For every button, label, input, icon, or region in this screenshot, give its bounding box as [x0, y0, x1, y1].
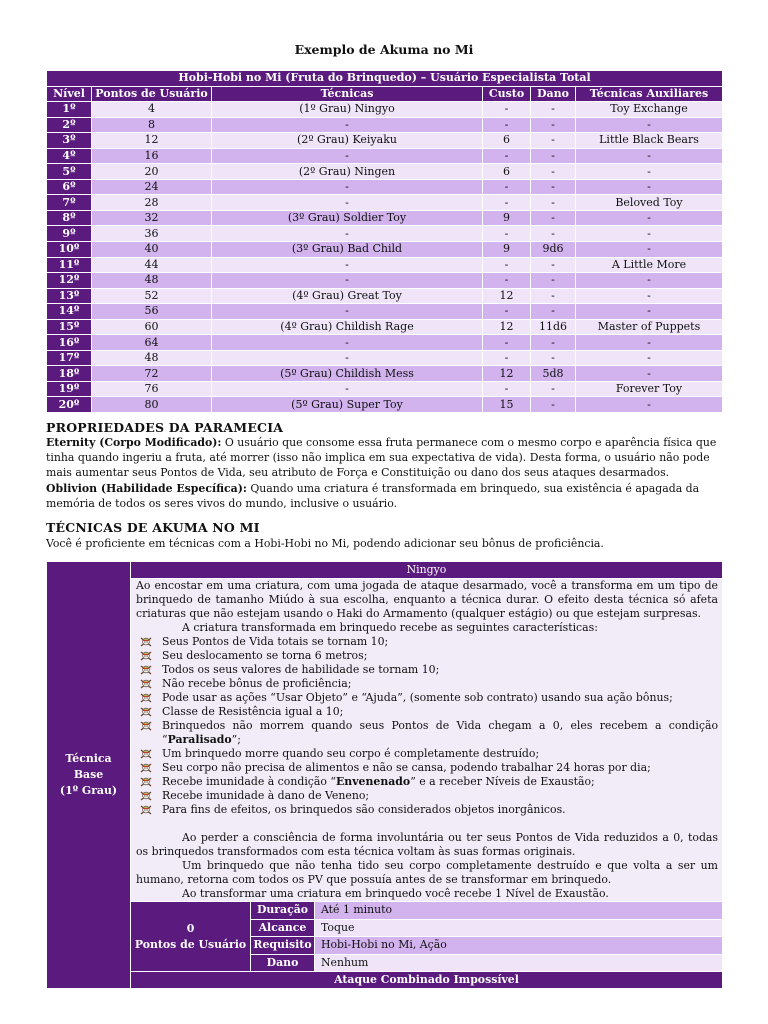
- cost-cell: -: [483, 350, 531, 366]
- damage-cell: -: [531, 210, 576, 226]
- damage-cell: 5d8: [531, 366, 576, 382]
- cost-cell: 12: [483, 288, 531, 304]
- attr-key-requirement: Requisito: [251, 937, 315, 955]
- table-row: [47, 381, 723, 397]
- user-points-cell: 32: [92, 210, 212, 226]
- column-header: Nível: [47, 86, 92, 102]
- aux-technique-cell: Beloved Toy: [576, 195, 723, 211]
- aux-technique-cell: A Little More: [576, 257, 723, 273]
- user-points-cell: 60: [92, 319, 212, 335]
- level-cell: 14º: [47, 304, 92, 320]
- damage-cell: -: [531, 179, 576, 195]
- level-cell: 12º: [47, 273, 92, 289]
- user-points-cell: 16: [92, 148, 212, 164]
- damage-cell: -: [531, 195, 576, 211]
- description-p1: Ao encostar em uma criatura, com uma jogada de ataque desarmado, você a transforma em um tipo de brinquedo de tamanho Miúdo à sua escolha, enquanto a técnica durar. O efeito desta técnica só afeta criaturas que não estejam usando o Haki do Armamento (qualquer estágio) ou que estejam surpresas.: [136, 579, 719, 620]
- technique-cell: -: [212, 273, 483, 289]
- toy-trait-item: [136, 649, 718, 663]
- ningyo-technique-table: [46, 561, 723, 989]
- description-p2: A criatura transformada em brinquedo recebe as seguintes características:: [182, 621, 598, 634]
- technique-cell: (2º Grau) Ningen: [212, 164, 483, 180]
- damage-cell: -: [531, 304, 576, 320]
- user-points-cell: 76: [92, 381, 212, 397]
- aux-technique-cell: -: [576, 304, 723, 320]
- table-row: [47, 195, 723, 211]
- column-header: Técnicas: [212, 86, 483, 102]
- aux-technique-cell: -: [576, 288, 723, 304]
- technique-type-line1: Técnica: [65, 752, 112, 765]
- damage-cell: -: [531, 102, 576, 118]
- technique-type-cell: [47, 562, 131, 989]
- toy-trait-item: [136, 705, 718, 719]
- trait-text: Seus Pontos de Vida totais se tornam 10;: [162, 635, 389, 648]
- toy-trait-item: [136, 747, 718, 761]
- attr-key-duration: Duração: [251, 902, 315, 920]
- level-cell: 3º: [47, 133, 92, 149]
- table-row: [47, 288, 723, 304]
- damage-cell: -: [531, 288, 576, 304]
- trait-text: ”;: [231, 733, 241, 746]
- table-row: [47, 226, 723, 242]
- table-row: [47, 164, 723, 180]
- attr-key-range: Alcance: [251, 919, 315, 937]
- technique-cell: -: [212, 335, 483, 351]
- level-cell: 1º: [47, 102, 92, 118]
- level-cell: 16º: [47, 335, 92, 351]
- technique-cell: (4º Grau) Childish Rage: [212, 319, 483, 335]
- damage-cell: -: [531, 257, 576, 273]
- condition-name: Envenenado: [336, 775, 411, 788]
- table-row: [47, 102, 723, 118]
- user-points-cell: 28: [92, 195, 212, 211]
- technique-description: [131, 579, 723, 902]
- table-row: [47, 304, 723, 320]
- technique-cell: -: [212, 148, 483, 164]
- cost-cell: 12: [483, 319, 531, 335]
- toy-trait-item: [136, 775, 718, 789]
- trait-text: Seu deslocamento se torna 6 metros;: [162, 649, 368, 662]
- cost-cell: 9: [483, 210, 531, 226]
- cost-cell: 6: [483, 164, 531, 180]
- aux-technique-cell: -: [576, 242, 723, 258]
- oblivion-paragraph: [46, 481, 722, 511]
- table-row: [47, 366, 723, 382]
- aux-technique-cell: -: [576, 148, 723, 164]
- damage-cell: -: [531, 133, 576, 149]
- user-points-cell: 40: [92, 242, 212, 258]
- toy-trait-item: [136, 761, 718, 775]
- user-points-cell: 48: [92, 273, 212, 289]
- aux-technique-cell: -: [576, 335, 723, 351]
- level-cell: 15º: [47, 319, 92, 335]
- attr-value-range: Toque: [315, 919, 723, 937]
- technique-cost-cell: [131, 902, 251, 972]
- table-row: [47, 148, 723, 164]
- aux-technique-cell: Master of Puppets: [576, 319, 723, 335]
- cost-cell: -: [483, 257, 531, 273]
- attr-value-requirement: Hobi-Hobi no Mi, Ação: [315, 937, 723, 955]
- level-cell: 8º: [47, 210, 92, 226]
- aux-technique-cell: -: [576, 350, 723, 366]
- column-header: Técnicas Auxiliares: [576, 86, 723, 102]
- eternity-text: O usuário que consome essa fruta permanece com o mesmo corpo e aparência física que tinha quando ingeriu a fruta, até morrer (isso não implica em sua expectativa de vida). Desta forma, o usuário não pode mais aumentar seus Pontos de Vida, seu atributo de Força e Constituição ou dano dos seus ataques desarmados.: [46, 436, 717, 479]
- technique-cell: (2º Grau) Keiyaku: [212, 133, 483, 149]
- table-row: [47, 133, 723, 149]
- toy-traits-list: [136, 635, 718, 817]
- level-cell: 18º: [47, 366, 92, 382]
- damage-cell: -: [531, 164, 576, 180]
- user-points-cell: 80: [92, 397, 212, 413]
- damage-cell: -: [531, 397, 576, 413]
- toy-trait-item: [136, 719, 718, 747]
- trait-text: Não recebe bônus de proficiência;: [162, 677, 352, 690]
- oblivion-text: Quando uma criatura é transformada em brinquedo, sua existência é apagada da memória de todos os seres vivos do mundo, inclusive o usuário.: [46, 482, 700, 510]
- toy-trait-item: [136, 635, 718, 649]
- paramecia-heading: PROPRIEDADES DA PARAMECIA: [46, 420, 284, 435]
- damage-cell: -: [531, 350, 576, 366]
- damage-cell: -: [531, 381, 576, 397]
- technique-cell: -: [212, 226, 483, 242]
- aux-technique-cell: -: [576, 226, 723, 242]
- description-p3: Ao perder a consciência de forma involuntária ou ter seus Pontos de Vida reduzidos a 0, todas os brinquedos transformados com esta técnica voltam às suas formas originais.: [136, 831, 719, 858]
- attr-value-damage: Nenhum: [315, 954, 723, 972]
- cost-cell: -: [483, 102, 531, 118]
- user-points-cell: 24: [92, 179, 212, 195]
- user-points-cell: 8: [92, 117, 212, 133]
- cost-cell: -: [483, 117, 531, 133]
- technique-cell: (4º Grau) Great Toy: [212, 288, 483, 304]
- technique-cell: -: [212, 179, 483, 195]
- table-row: [47, 179, 723, 195]
- attr-value-duration: Até 1 minuto: [315, 902, 723, 920]
- level-cell: 2º: [47, 117, 92, 133]
- technique-type-line2: Base: [73, 768, 104, 781]
- technique-cell: (5º Grau) Childish Mess: [212, 366, 483, 382]
- damage-cell: -: [531, 273, 576, 289]
- damage-cell: 11d6: [531, 319, 576, 335]
- table-row: [47, 273, 723, 289]
- level-cell: 13º: [47, 288, 92, 304]
- aux-technique-cell: -: [576, 210, 723, 226]
- user-points-cell: 12: [92, 133, 212, 149]
- cost-cell: 15: [483, 397, 531, 413]
- damage-cell: -: [531, 117, 576, 133]
- cost-cell: -: [483, 273, 531, 289]
- cost-cell: 9: [483, 242, 531, 258]
- table-row: [47, 319, 723, 335]
- damage-cell: -: [531, 148, 576, 164]
- level-cell: 19º: [47, 381, 92, 397]
- user-points-cell: 20: [92, 164, 212, 180]
- eternity-label: Eternity (Corpo Modificado):: [46, 436, 222, 449]
- user-points-cell: 36: [92, 226, 212, 242]
- technique-cell: -: [212, 117, 483, 133]
- trait-text: ” e a receber Níveis de Exaustão;: [410, 775, 595, 788]
- cost-unit: Pontos de Usuário: [134, 937, 247, 951]
- progression-table: [46, 70, 723, 413]
- damage-cell: -: [531, 226, 576, 242]
- description-p4: Um brinquedo que não tenha tido seu corpo completamente destruído e que volta a ser um humano, retorna com todos os PV que possuía antes de se transformar em brinquedo.: [136, 859, 719, 886]
- cost-cell: -: [483, 226, 531, 242]
- toy-trait-item: [136, 789, 718, 803]
- aux-technique-cell: -: [576, 273, 723, 289]
- trait-text: Recebe imunidade à dano de Veneno;: [162, 789, 370, 802]
- level-cell: 17º: [47, 350, 92, 366]
- cost-cell: -: [483, 148, 531, 164]
- level-cell: 9º: [47, 226, 92, 242]
- trait-text: Todos os seus valores de habilidade se tornam 10;: [162, 663, 440, 676]
- cost-cell: 12: [483, 366, 531, 382]
- damage-cell: -: [531, 335, 576, 351]
- table-row: [47, 117, 723, 133]
- technique-cell: -: [212, 381, 483, 397]
- aux-technique-cell: Little Black Bears: [576, 133, 723, 149]
- aux-technique-cell: -: [576, 164, 723, 180]
- technique-cell: -: [212, 195, 483, 211]
- cost-value: 0: [186, 921, 195, 935]
- user-points-cell: 56: [92, 304, 212, 320]
- cost-cell: -: [483, 195, 531, 211]
- level-cell: 4º: [47, 148, 92, 164]
- user-points-cell: 52: [92, 288, 212, 304]
- technique-type-line3: (1º Grau): [59, 784, 118, 797]
- user-points-cell: 48: [92, 350, 212, 366]
- technique-cell: (1º Grau) Ningyo: [212, 102, 483, 118]
- level-cell: 6º: [47, 179, 92, 195]
- toy-trait-item: [136, 691, 718, 705]
- cost-cell: -: [483, 179, 531, 195]
- trait-text: Recebe imunidade à condição “: [162, 775, 336, 788]
- table-row: [47, 257, 723, 273]
- trait-text: Para fins de efeitos, os brinquedos são considerados objetos inorgânicos.: [162, 803, 566, 816]
- table-row: [47, 210, 723, 226]
- condition-name: Paralisado: [167, 733, 232, 746]
- attr-key-damage: Dano: [251, 954, 315, 972]
- level-cell: 7º: [47, 195, 92, 211]
- techniques-heading: TÉCNICAS DE AKUMA NO MI: [46, 520, 260, 535]
- table-row: [47, 397, 723, 413]
- cost-cell: -: [483, 304, 531, 320]
- level-cell: 10º: [47, 242, 92, 258]
- cost-cell: -: [483, 381, 531, 397]
- user-points-cell: 72: [92, 366, 212, 382]
- aux-technique-cell: -: [576, 366, 723, 382]
- aux-technique-cell: Forever Toy: [576, 381, 723, 397]
- technique-cell: (5º Grau) Super Toy: [212, 397, 483, 413]
- technique-cell: (3º Grau) Bad Child: [212, 242, 483, 258]
- table-row: [47, 335, 723, 351]
- technique-name: Ningyo: [131, 562, 723, 579]
- technique-cell: -: [212, 257, 483, 273]
- table-row: [47, 350, 723, 366]
- damage-cell: 9d6: [531, 242, 576, 258]
- technique-footer: Ataque Combinado Impossível: [131, 972, 723, 989]
- trait-text: Classe de Resistência igual a 10;: [162, 705, 344, 718]
- trait-text: Pode usar as ações “Usar Objeto” e “Ajuda”, (somente sob contrato) usando sua ação bônus;: [162, 691, 673, 704]
- aux-technique-cell: -: [576, 397, 723, 413]
- techniques-intro: Você é proficiente em técnicas com a Hobi-Hobi no Mi, podendo adicionar seu bônus de proficiência.: [46, 537, 604, 550]
- user-points-cell: 64: [92, 335, 212, 351]
- aux-technique-cell: -: [576, 179, 723, 195]
- oblivion-label: Oblivion (Habilidade Específica):: [46, 482, 247, 495]
- cost-cell: 6: [483, 133, 531, 149]
- description-p5: Ao transformar uma criatura em brinquedo você recebe 1 Nível de Exaustão.: [182, 887, 609, 900]
- eternity-paragraph: [46, 435, 722, 480]
- document-title: Exemplo de Akuma no Mi: [294, 42, 474, 57]
- aux-technique-cell: Toy Exchange: [576, 102, 723, 118]
- trait-text: Brinquedos não morrem quando seus Pontos de Vida chegam a 0, eles recebem a condição “: [162, 719, 719, 746]
- toy-trait-item: [136, 803, 718, 817]
- user-points-cell: 4: [92, 102, 212, 118]
- aux-technique-cell: -: [576, 117, 723, 133]
- column-header: Custo: [483, 86, 531, 102]
- cost-cell: -: [483, 335, 531, 351]
- technique-cell: -: [212, 350, 483, 366]
- trait-text: Um brinquedo morre quando seu corpo é completamente destruído;: [162, 747, 540, 760]
- level-cell: 11º: [47, 257, 92, 273]
- column-header: Dano: [531, 86, 576, 102]
- technique-cell: -: [212, 304, 483, 320]
- table-row: [47, 242, 723, 258]
- toy-trait-item: [136, 663, 718, 677]
- level-cell: 5º: [47, 164, 92, 180]
- column-header: Pontos de Usuário: [92, 86, 212, 102]
- trait-text: Seu corpo não precisa de alimentos e não se cansa, podendo trabalhar 24 horas por dia;: [162, 761, 651, 774]
- toy-trait-item: [136, 677, 718, 691]
- table-caption: Hobi-Hobi no Mi (Fruta do Brinquedo) – Usuário Especialista Total: [47, 71, 723, 87]
- level-cell: 20º: [47, 397, 92, 413]
- technique-cell: (3º Grau) Soldier Toy: [212, 210, 483, 226]
- user-points-cell: 44: [92, 257, 212, 273]
